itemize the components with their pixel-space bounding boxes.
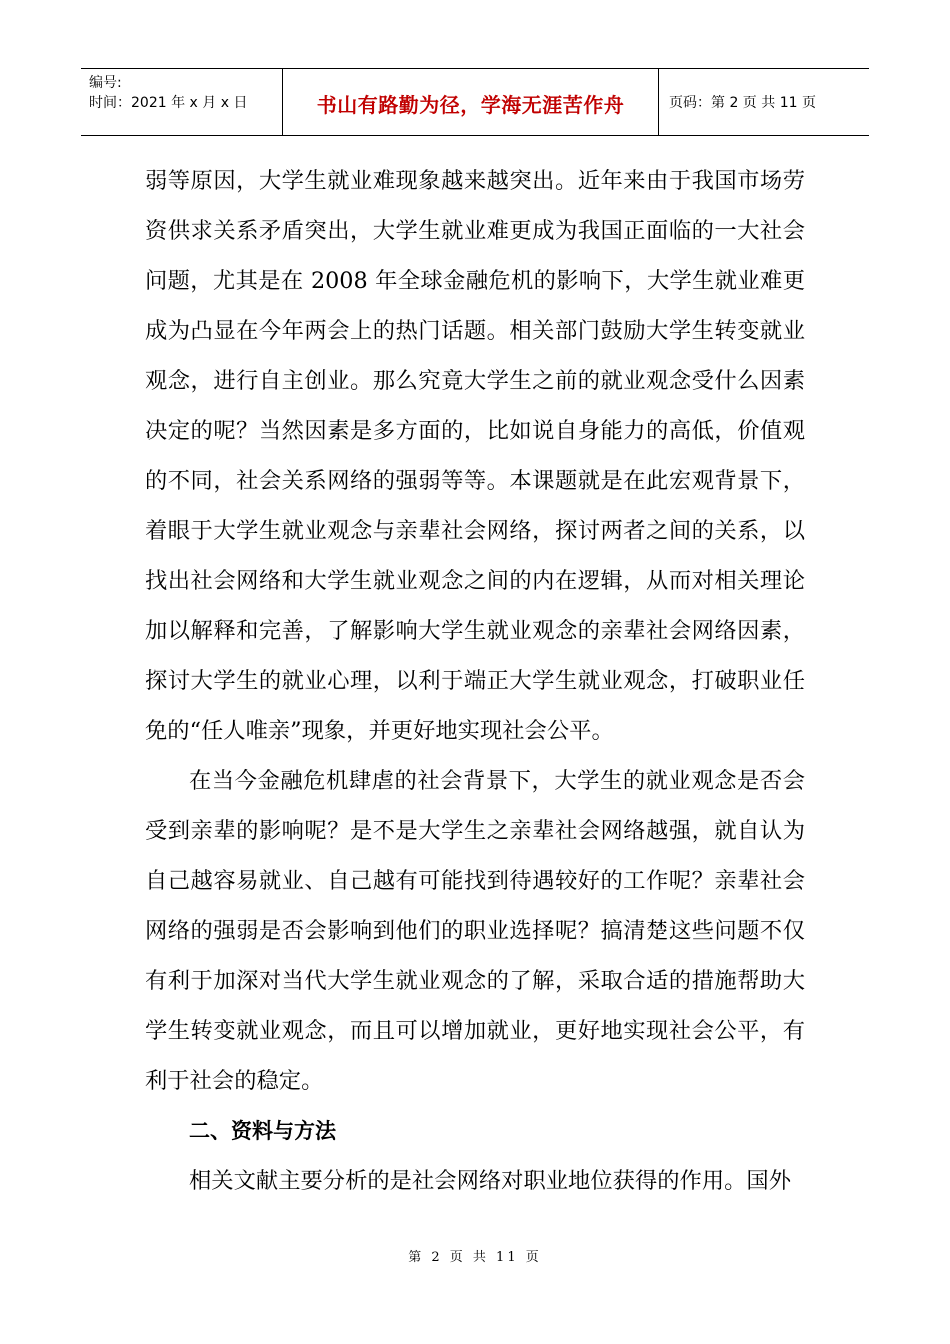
body-paragraph-1: 弱等原因，大学生就业难现象越来越突出。近年来由于我国市场劳资供求关系矛盾突出，大学生就业难更成为我国正面临的一大社会问题，尤其是在 2008 年全球金融危机的影响下，大学生就业难更成为凸显在今年两会上的热门话题。相关部门鼓励大学生转变就业观念，进行自主创业。那么究竟大学生之前的就业观念受什么因素决定的呢？当然因素是多方面的，比如说自身能力的高低，价值观的不同，社会关系网络的强弱等等。本课题就是在此宏观背景下，着眼于大学生就业观念与亲辈社会网络，探讨两者之间的关系，以找出社会网络和大学生就业观念之间的内在逻辑，从而对相关理论加以解释和完善，了解影响大学生就业观念的亲辈社会网络因素，探讨大学生的就业心理，以利于端正大学生就业观念，打破职业任免的“任人唯亲”现象，并更好地实现社会公平。 xyxy=(145,168,805,744)
document-number-label: 编号: xyxy=(89,75,122,91)
header-motto: 书山有路勤为径，学海无涯苦作舟 xyxy=(283,69,659,135)
header-page-info: 页码：第 2 页 共 11 页 xyxy=(669,95,816,111)
document-time-label: 时间：2021 年 x 月 x 日 xyxy=(89,95,248,111)
header-meta-cell xyxy=(81,69,283,135)
page-footer: 第 2 页 共 11 页 xyxy=(408,1250,542,1265)
body-paragraph-3: 相关文献主要分析的是社会网络对职业地位获得的作用。国外 xyxy=(189,1168,792,1194)
document-body xyxy=(145,156,805,1206)
header-table xyxy=(81,68,869,136)
section-heading: 二、资料与方法 xyxy=(189,1119,336,1143)
body-paragraph-2: 在当今金融危机肆虐的社会背景下，大学生的就业观念是否会受到亲辈的影响呢？是不是大学生之亲辈社会网络越强，就自认为自己越容易就业、自己越有可能找到待遇较好的工作呢？亲辈社会网络的强弱是否会影响到他们的职业选择呢？搞清楚这些问题不仅有利于加深对当代大学生就业观念的了解，采取合适的措施帮助大学生转变就业观念，而且可以增加就业，更好地实现社会公平，有利于社会的稳定。 xyxy=(145,768,805,1094)
